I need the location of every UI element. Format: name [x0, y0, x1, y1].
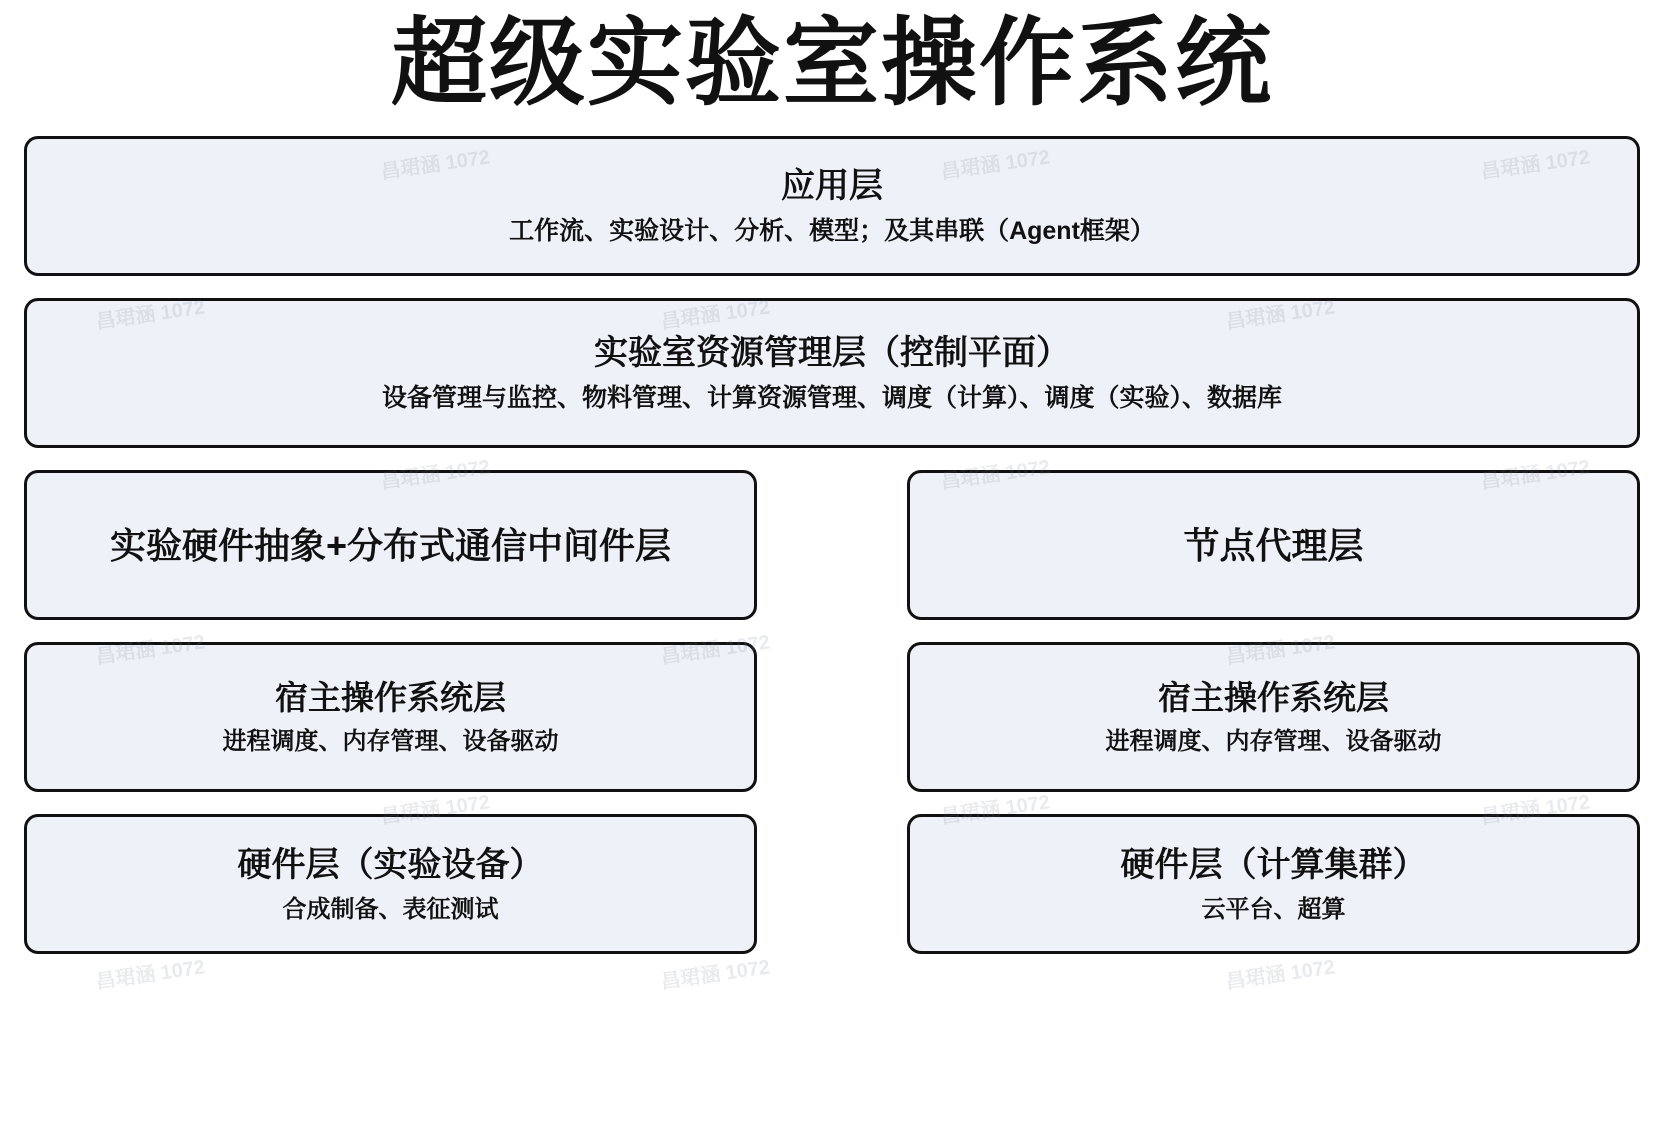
layer-title-hardware-lab: 硬件层（实验设备）	[237, 845, 544, 884]
layer-title-hardware-cluster: 硬件层（计算集群）	[1120, 845, 1427, 884]
layer-box-resource-management	[24, 298, 1640, 448]
layer-subtitle-hardware-cluster: 云平台、超算	[1201, 896, 1346, 924]
layer-row-middleware	[24, 470, 1640, 620]
layer-box-hardware-lab	[24, 814, 757, 954]
layer-box-node-agent	[907, 470, 1640, 620]
layer-box-host-os-right	[907, 642, 1640, 792]
watermark-text: 昌珺涵 1072	[659, 956, 772, 994]
watermark-text: 昌珺涵 1072	[94, 956, 207, 994]
layer-title-application: 应用层	[781, 166, 883, 205]
layer-row-host-os	[24, 642, 1640, 792]
layer-title-hardware-abstraction: 实验硬件抽象+分布式通信中间件层	[109, 524, 672, 566]
layer-subtitle-application: 工作流、实验设计、分析、模型；及其串联（Agent框架）	[509, 217, 1155, 246]
layer-title-host-os-left: 宿主操作系统层	[275, 679, 506, 717]
layer-title-host-os-right: 宿主操作系统层	[1158, 679, 1389, 717]
layer-box-host-os-left	[24, 642, 757, 792]
watermark-text: 昌珺涵 1072	[939, 791, 1052, 829]
layer-box-hardware-abstraction	[24, 470, 757, 620]
layer-box-hardware-cluster	[907, 814, 1640, 954]
watermark-text: 昌珺涵 1072	[1479, 791, 1592, 829]
layer-subtitle-hardware-lab: 合成制备、表征测试	[282, 896, 499, 924]
layer-row-hardware	[24, 814, 1640, 954]
watermark-text: 昌珺涵 1072	[379, 791, 492, 829]
diagram-canvas	[0, 8, 1664, 1128]
layer-title-node-agent: 节点代理层	[1183, 524, 1364, 566]
watermark-text: 昌珺涵 1072	[1224, 956, 1337, 994]
layer-title-resource-management: 实验室资源管理层（控制平面）	[594, 333, 1070, 372]
layer-subtitle-host-os-left: 进程调度、内存管理、设备驱动	[222, 728, 559, 756]
layer-box-application	[24, 136, 1640, 276]
page-title: 超级实验室操作系统	[391, 7, 1273, 119]
layer-subtitle-host-os-right: 进程调度、内存管理、设备驱动	[1105, 728, 1442, 756]
layer-subtitle-resource-management: 设备管理与监控、物料管理、计算资源管理、调度（计算）、调度（实验）、数据库	[381, 384, 1282, 413]
